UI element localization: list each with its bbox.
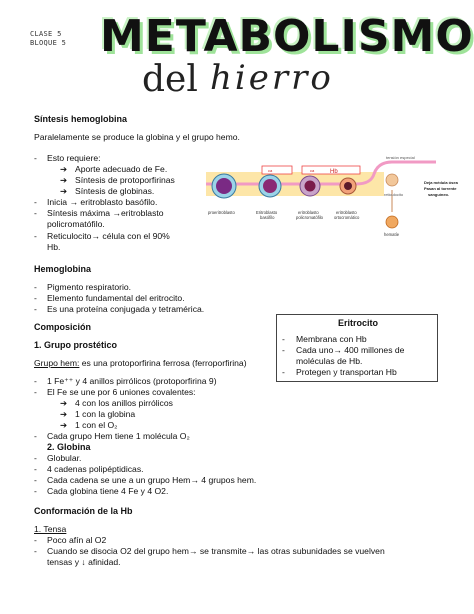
globina-item: Cada globina tiene 4 Fe y 4 O2. (47, 486, 169, 496)
req-item: Síntesis de globinas. (75, 186, 155, 196)
small-tag-label: ca (310, 168, 315, 173)
class-label: CLASE 5 (30, 30, 62, 38)
grupo-hem-text: es una protoporfirina ferrosa (ferroporfirina) (79, 358, 247, 368)
tension-label: tensión especial (386, 156, 415, 160)
fe-uniones: El Fe se une por 6 uniones covalentes: (47, 387, 196, 397)
bullet-dash: - (34, 376, 37, 386)
bullet-dash: - (34, 197, 37, 207)
maxima-text-cont: policromatófilo. (47, 219, 105, 229)
small-tag (262, 166, 292, 174)
page-title: METABOLISMO (100, 11, 474, 62)
bullet-dash: - (34, 153, 37, 163)
union-item: 1 con la globina (75, 409, 136, 419)
arrow-icon: ➔ (60, 175, 68, 185)
globina-item: Globular. (47, 453, 82, 463)
reticulocito-text: Reticulocito→ célula con el 90% (47, 231, 170, 241)
stage-label: Eritroblasto (256, 210, 278, 215)
stage-label: basófilo (260, 215, 275, 220)
hemoglobina-item: Pigmento respiratorio. (47, 282, 132, 292)
bullet-dash: - (34, 475, 37, 485)
arrow-icon: ➔ (60, 409, 68, 419)
grupo-prostetico-heading: 1. Grupo prostético (34, 340, 118, 350)
note-line: sanguíneo. (428, 192, 450, 197)
block-label: BLOQUE 5 (30, 39, 67, 47)
stage-label: policromatófilo (296, 215, 323, 220)
bullet-dash: - (34, 282, 37, 292)
hemoglobina-item: Elemento fundamental del eritrocito. (47, 293, 185, 303)
globina-item: 4 cadenas polipéptidicas. (47, 464, 144, 474)
cada-grupo: Cada grupo Hem tiene 1 molécula O₂ (47, 431, 190, 441)
polychromatic-nucleus (305, 181, 316, 192)
reticulocyte-label: reticulocito (384, 192, 404, 197)
arrow-icon: ➔ (60, 186, 68, 196)
eritrocito-item: Membrana con Hb (296, 334, 367, 344)
orthochromatic-nucleus (344, 182, 352, 190)
bullet-dash: - (34, 546, 37, 556)
bullet-dash: - (34, 431, 37, 441)
stage-label: ortocromático (334, 215, 360, 220)
tensa-heading: 1. Tensa (34, 524, 67, 534)
sintesis-intro: Paralelamente se produce la globina y el grupo hemo. (34, 132, 240, 142)
grupo-hem-line (34, 358, 247, 369)
note-line: Pasan al torrente (424, 186, 457, 191)
bullet-dash: - (34, 486, 37, 496)
maxima-text: Síntesis máxima →eritroblasto (47, 208, 164, 218)
eritrocito-item: Cada uno→ 400 millones de (296, 345, 405, 355)
bullet-dash: - (34, 231, 37, 241)
eritrocito-item: Protegen y transportan Hb (296, 367, 397, 377)
conformacion-item: Poco afín al O2 (47, 535, 107, 545)
composicion-heading: Composición (34, 322, 92, 332)
globina-item: Cada cadena se une a un grupo Hem→ 4 grupos hem. (47, 475, 257, 485)
note-line: Deja médula ósea (424, 180, 458, 185)
bullet-dash: - (34, 387, 37, 397)
arrow-icon: ➔ (60, 164, 68, 174)
bullet-dash: - (34, 304, 37, 314)
conformacion-heading: Conformación de la Hb (34, 506, 133, 516)
erythrocyte-cell (386, 216, 398, 228)
bullet-dash: - (282, 334, 285, 344)
globina-heading: 2. Globina (47, 442, 91, 452)
bullet-dash: - (34, 453, 37, 463)
arrow-icon: ➔ (60, 398, 68, 408)
hemoglobina-heading: Hemoglobina (34, 264, 92, 274)
requiere-text: Esto requiere: (47, 153, 101, 163)
union-item: 1 con el O₂ (75, 420, 118, 430)
stage-label: proeritroblasto (208, 210, 235, 215)
req-item: Síntesis de protoporfirinas (75, 175, 175, 185)
bullet-dash: - (34, 208, 37, 218)
inicia-text: Inicia → eritroblasto basófilo. (47, 197, 158, 207)
hb-label: Hb (330, 169, 338, 175)
conformacion-item: Cuando se disocia O2 del grupo hem→ se transmite→ las otras subunidades se vuelven (47, 546, 385, 556)
page-subtitle-hierro: hierro (210, 58, 334, 98)
fe-line: 1 Fe⁺⁺ y 4 anillos pirrólicos (protoporfirina 9) (47, 376, 217, 386)
bullet-dash: - (282, 367, 285, 377)
erythropoiesis-diagram (206, 156, 468, 244)
bullet-dash: - (34, 535, 37, 545)
eritrocito-title: Eritrocito (338, 318, 379, 328)
reticulocito-text-cont: Hb. (47, 242, 61, 252)
req-item: Aporte adecuado de Fe. (75, 164, 168, 174)
bullet-dash: - (34, 293, 37, 303)
page-subtitle-del: del (142, 59, 198, 100)
proerythroblast-nucleus (216, 178, 232, 194)
arrow-icon: ➔ (60, 420, 68, 430)
bullet-dash: - (282, 345, 285, 355)
small-tag-label: ca (268, 168, 273, 173)
bullet-dash: - (34, 464, 37, 474)
hemoglobina-item: Es una proteína conjugada y tetramérica. (47, 304, 205, 314)
reticulocyte-cell (386, 174, 398, 186)
union-item: 4 con los anillos pirrólicos (75, 398, 173, 408)
eritrocito-item-cont: moléculas de Hb. (296, 356, 363, 366)
basophilic-nucleus (263, 179, 277, 193)
conformacion-item-cont: tensas y ↓ afinidad. (47, 557, 121, 567)
stage-label: eritroblasto (336, 210, 357, 215)
stage-label: eritroblasto (298, 210, 319, 215)
stage-label: hematíe (384, 232, 400, 237)
sintesis-heading: Síntesis hemoglobina (34, 114, 128, 124)
grupo-hem-label: Grupo hem: (34, 358, 80, 368)
